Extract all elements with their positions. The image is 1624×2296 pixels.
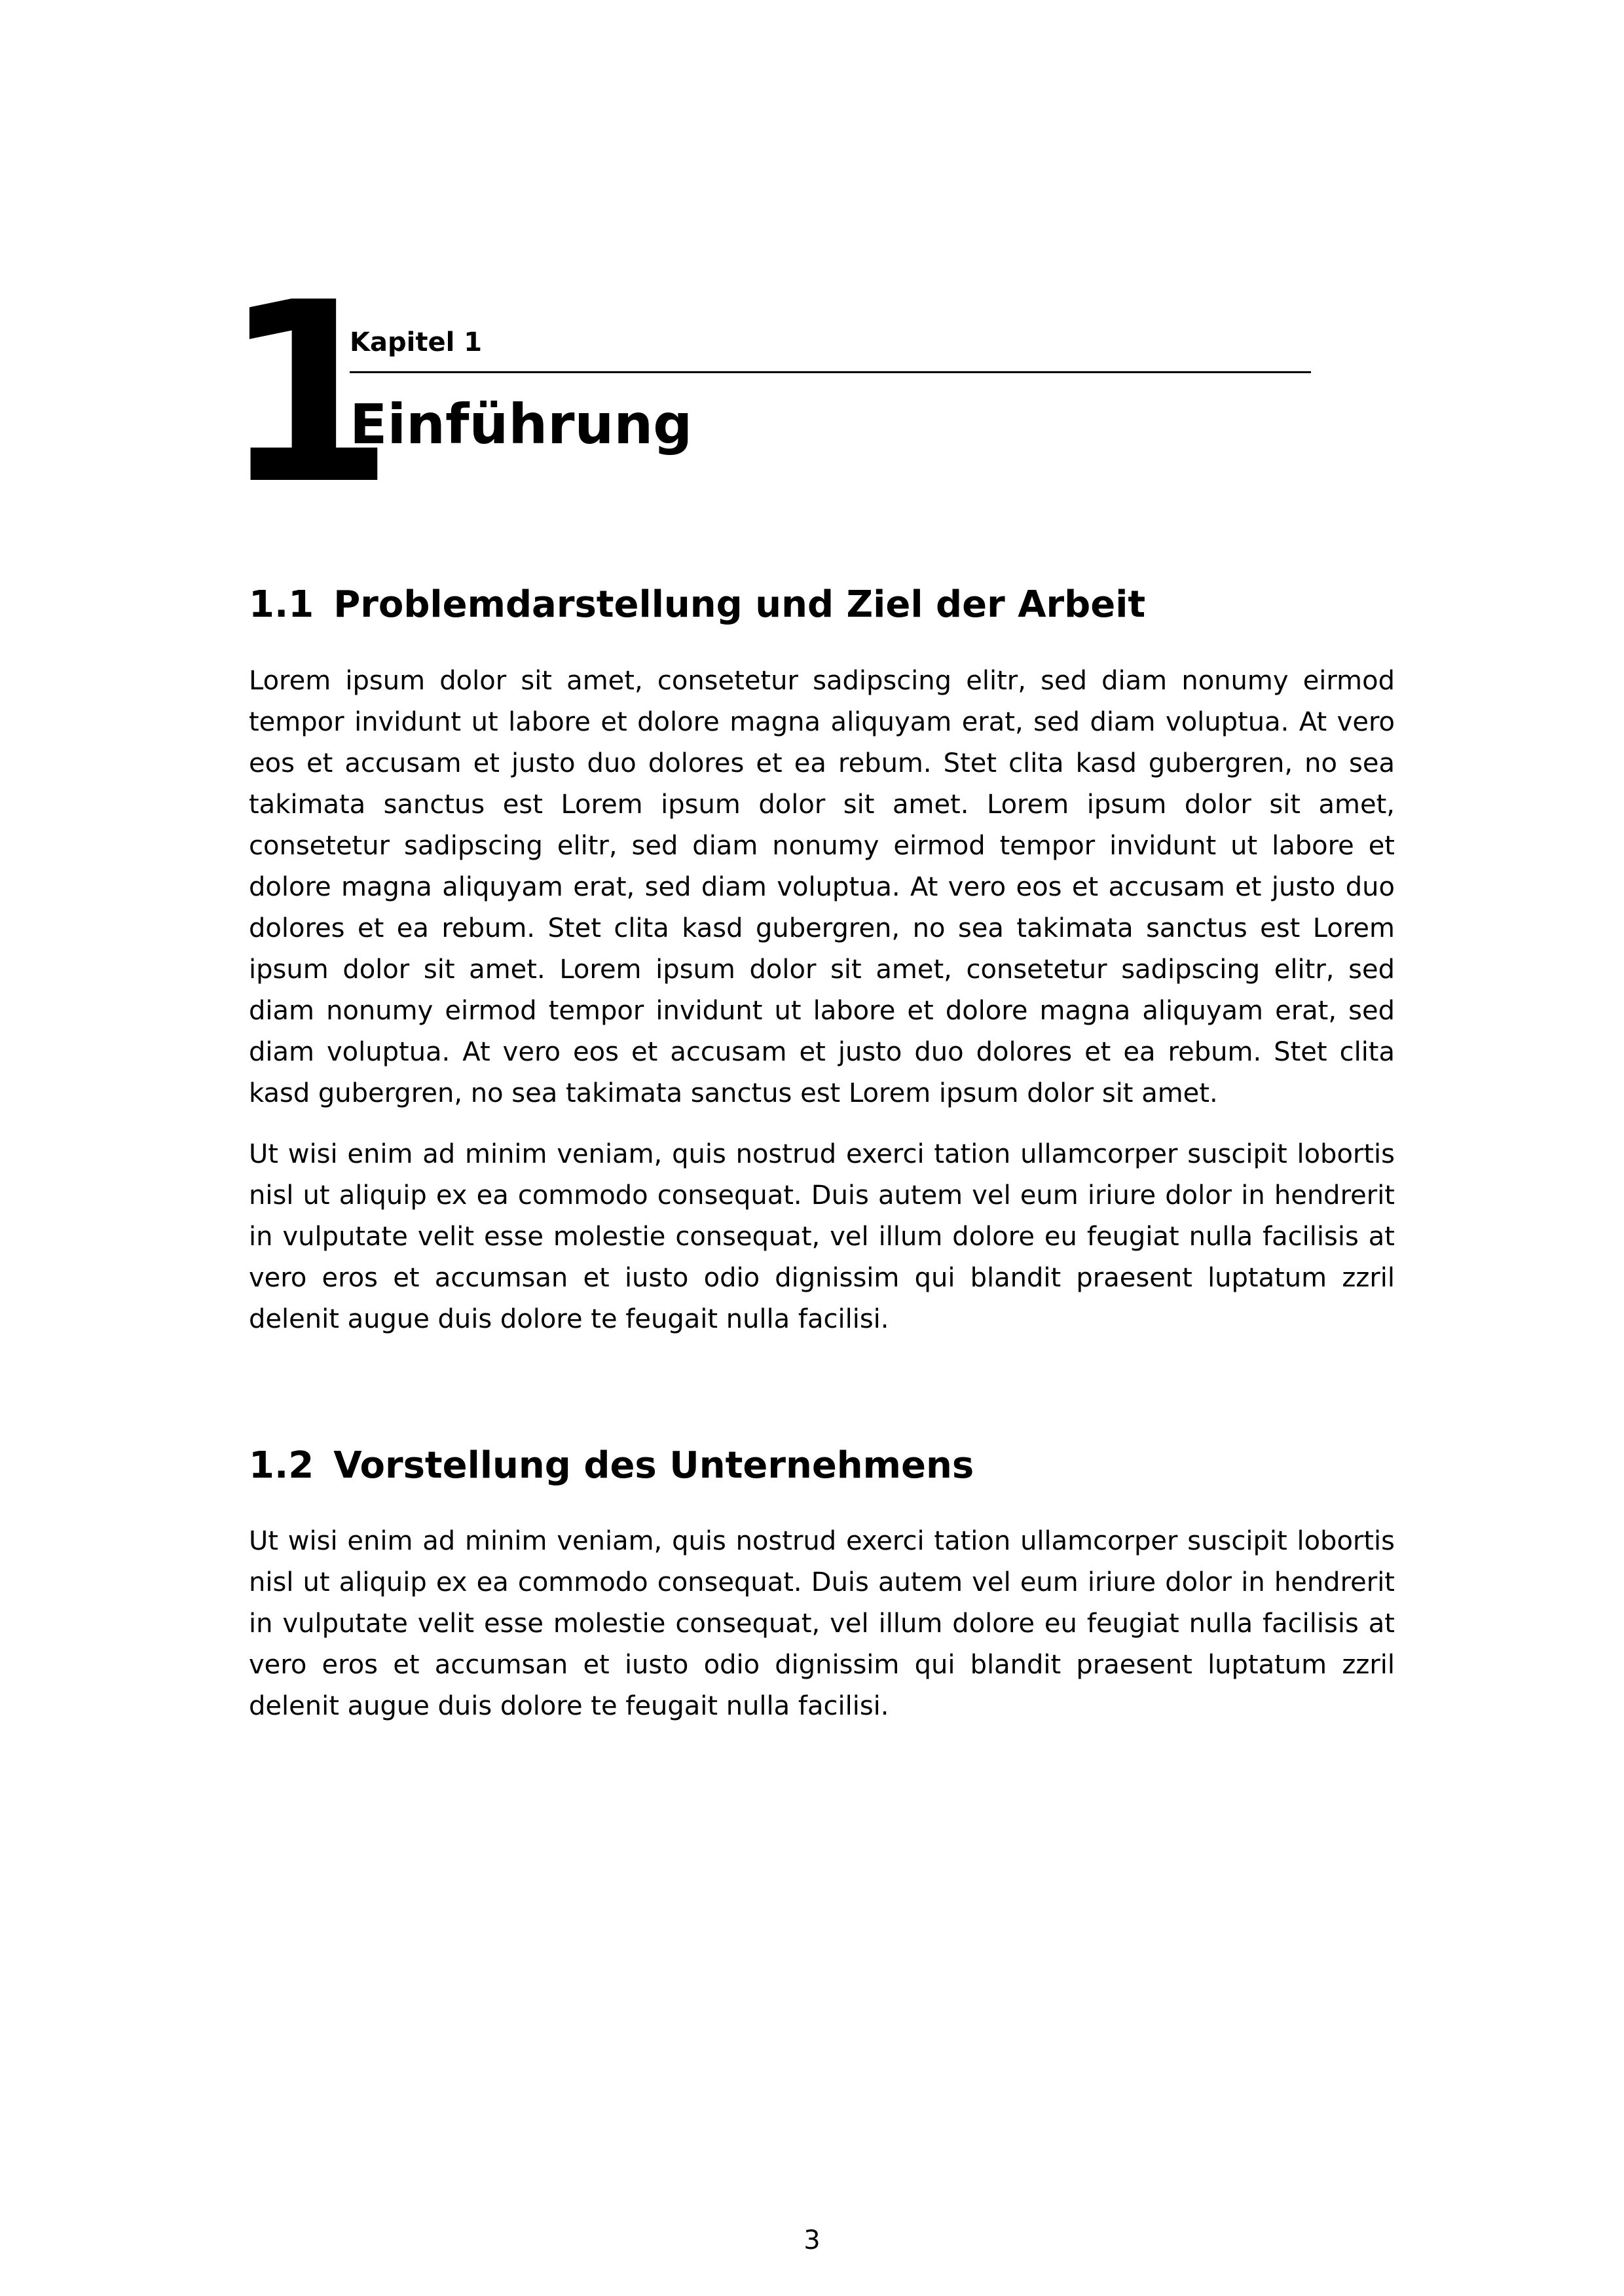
paragraph: Lorem ipsum dolor sit amet, consetetur sadipscing elitr, sed diam nonumy eirmod tempor invidunt ut labore et dolore magna aliquyam erat, sed diam voluptua. At vero eos et accusam et justo duo dolores et ea rebum. Stet clita kasd gubergren, no sea takimata sanctus est Lorem ipsum dolor sit amet. Lorem ipsum dolor sit amet, consetetur sadipscing elitr, sed diam nonumy eirmod tempor invidunt ut labore et dolore magna aliquyam erat, sed diam voluptua. At vero eos et accusam et justo duo dolores et ea rebum. Stet clita kasd gubergren, no sea takimata sanctus est Lorem ipsum dolor sit amet. Lorem ipsum dolor sit amet, consetetur sadipscing elitr, sed diam nonumy eirmod tempor invidunt ut labore et dolore magna aliquyam erat, sed diam voluptua. At vero eos et accusam et justo duo dolores et ea rebum. Stet clita kasd gubergren, no sea takimata sanctus est Lorem ipsum dolor sit amet. [249,665,1395,1108]
chapter-header [221,249,1395,539]
section-title: Vorstellung des Unternehmens [333,1444,974,1487]
section-vorstellung [249,1445,1395,1727]
chapter-label: Kapitel 1 [350,327,483,357]
section-number: 1.1 [249,583,314,627]
chapter-title: Einführung [350,392,693,456]
section-heading-1-2 [249,1445,1395,1487]
section-problemdarstellung [249,584,1395,1339]
page-number: 3 [803,2225,821,2255]
section-title: Problemdarstellung und Ziel der Arbeit [333,583,1146,627]
chapter-number: 1 [221,249,388,539]
section-heading-1-1 [249,584,1395,626]
paragraph: Ut wisi enim ad minim veniam, quis nostrud exerci tation ullamcorper suscipit lobortis nisl ut aliquip ex ea commodo consequat. Duis autem vel eum iriure dolor in hendrerit in vulputate velit esse molestie consequat, vel illum dolore eu feugiat nulla facilisis at vero eros et accumsan et iusto odio dignissim qui blandit praesent luptatum zzril delenit augue duis dolore te feugait nulla facilisi. [249,1139,1395,1334]
section-number: 1.2 [249,1444,314,1487]
paragraph: Ut wisi enim ad minim veniam, quis nostrud exerci tation ullamcorper suscipit lobortis nisl ut aliquip ex ea commodo consequat. Duis autem vel eum iriure dolor in hendrerit in vulputate velit esse molestie consequat, vel illum dolore eu feugiat nulla facilisis at vero eros et accumsan et iusto odio dignissim qui blandit praesent luptatum zzril delenit augue duis dolore te feugait nulla facilisi. [249,1525,1395,1721]
chapter-rule [350,371,1311,373]
chapter-header-right [350,298,1395,456]
page-footer [0,2225,1624,2255]
